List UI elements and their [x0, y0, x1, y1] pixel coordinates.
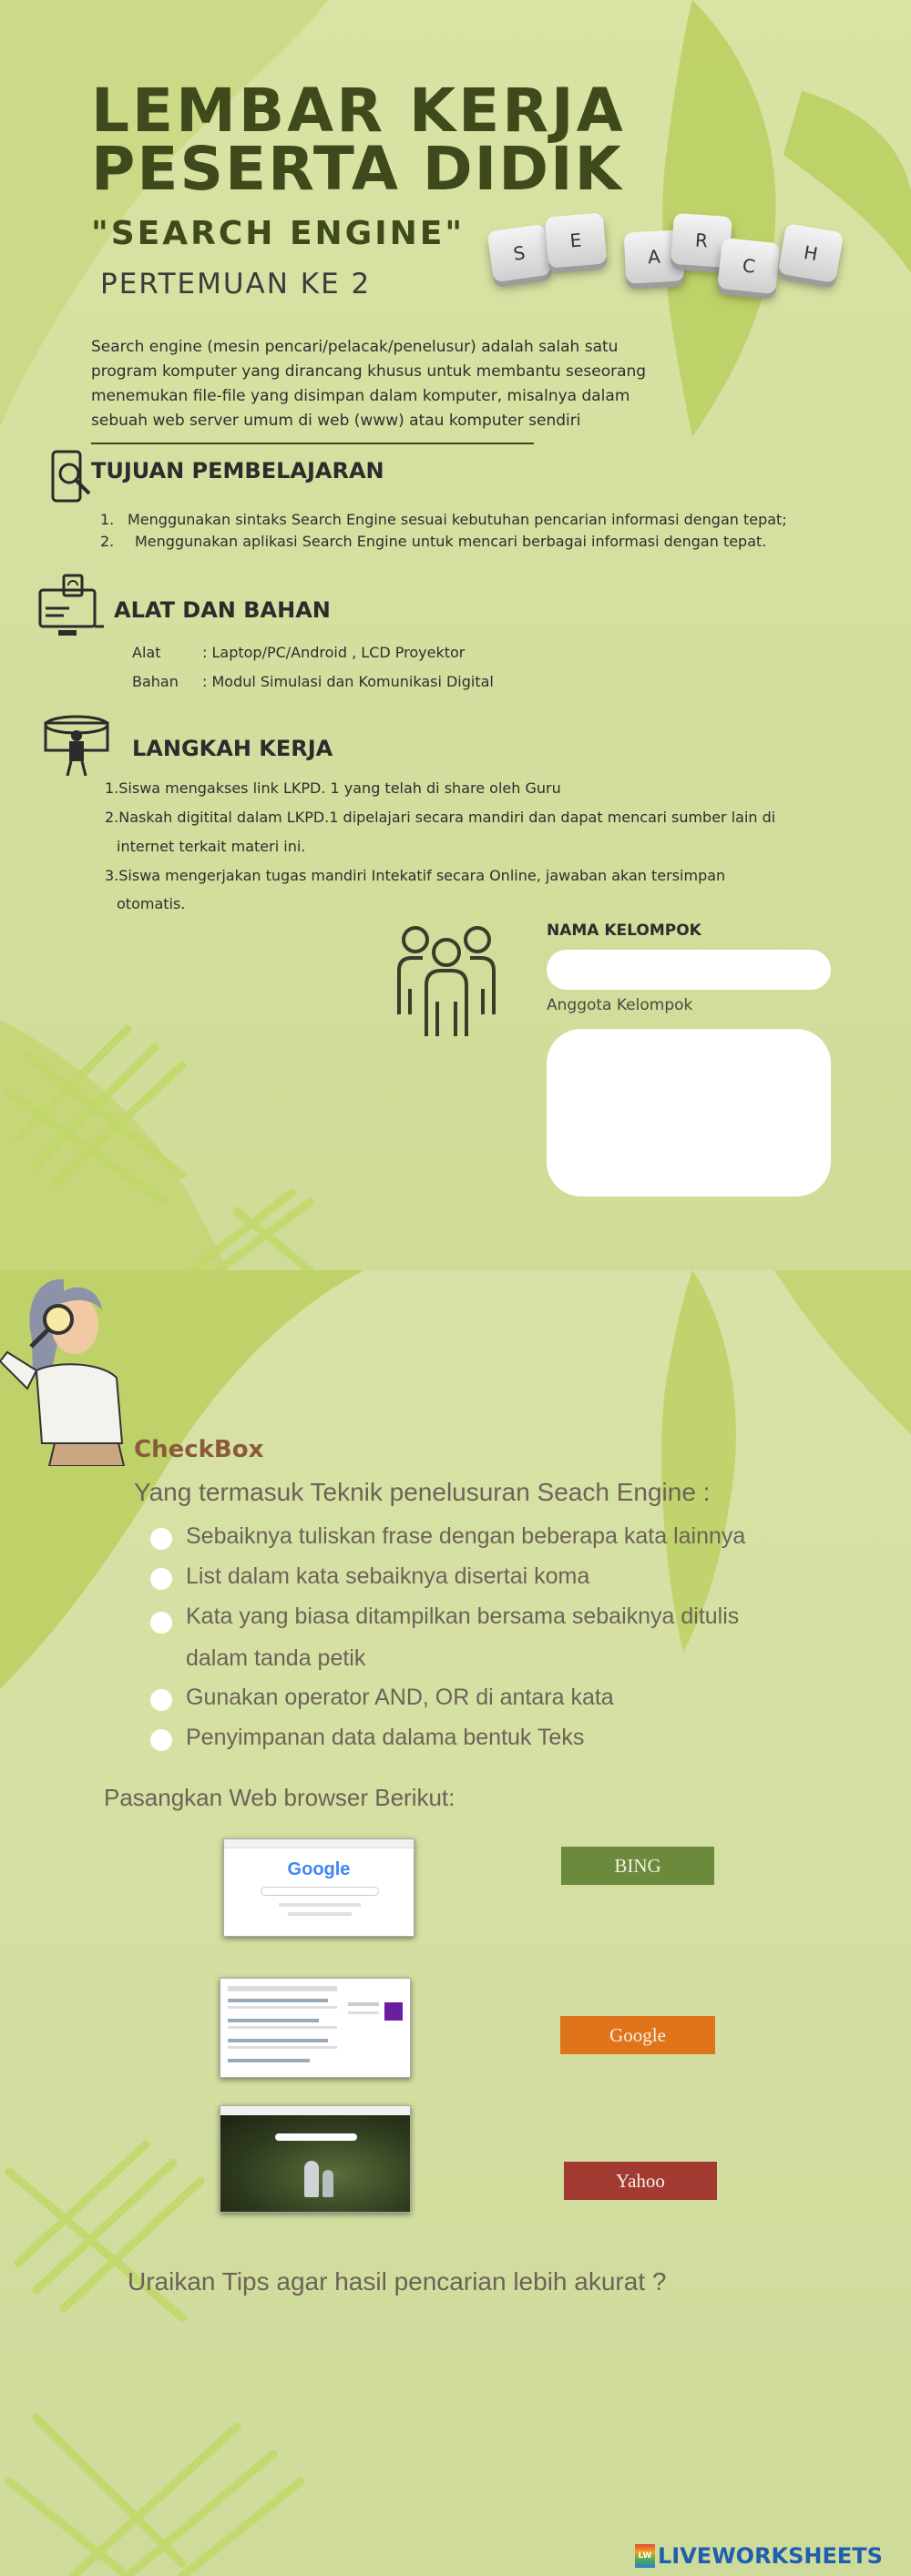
checkbox-heading: CheckBox: [134, 1436, 264, 1463]
essay-prompt: Uraikan Tips agar hasil pencarian lebih akurat ?: [128, 2267, 667, 2296]
alat-label: Alat: [132, 644, 161, 661]
langkah-heading: LANGKAH KERJA: [132, 736, 333, 761]
key-r: R: [670, 213, 732, 268]
checkbox-option-3[interactable]: [150, 1612, 172, 1634]
checkbox-option-3-label-cont: dalam tanda petik: [186, 1645, 366, 1671]
matching-heading: Pasangkan Web browser Berikut:: [104, 1784, 456, 1811]
tujuan-item-2: Menggunakan aplikasi Search Engine untuk mencari berbagai informasi dengan tepat.: [135, 533, 767, 550]
key-h: H: [778, 223, 844, 283]
group-members-label: Anggota Kelompok: [547, 996, 693, 1014]
key-c: C: [717, 238, 781, 294]
intro-paragraph: [91, 335, 656, 433]
answer-button-google[interactable]: [560, 2016, 715, 2054]
google-logo: Google: [287, 1859, 351, 1879]
answer-button-bing-label: BING: [614, 1854, 661, 1877]
answer-button-yahoo[interactable]: [564, 2162, 717, 2200]
page-title-line2: PESERTA DIDIK: [91, 134, 623, 204]
phone-search-icon: [49, 450, 93, 506]
google-homepage-thumbnail[interactable]: [223, 1838, 415, 1937]
computer-icon: [36, 572, 109, 645]
key-s: S: [486, 224, 551, 282]
tujuan-heading: TUJUAN PEMBELAJARAN: [91, 458, 384, 484]
answer-button-yahoo-label: Yahoo: [616, 2169, 665, 2192]
intro-line: Search engine (mesin pencari/pelacak/penelusur) adalah salah satu: [91, 338, 619, 356]
alat-value: : Laptop/PC/Android , LCD Proyektor: [202, 644, 466, 661]
checkbox-option-5-label: Penyimpanan data dalama bentuk Teks: [186, 1725, 585, 1750]
group-members-textarea[interactable]: [547, 1029, 831, 1196]
worksheet-page-1: [0, 0, 911, 1270]
tujuan-num-2: 2.: [100, 533, 115, 550]
intro-line: sebuah web server umum di web (www) atau komputer sendiri: [91, 412, 581, 430]
checkbox-option-2[interactable]: [150, 1568, 172, 1590]
intro-line: program komputer yang dirancang khusus untuk membantu seseorang: [91, 362, 647, 381]
meeting-label: PERTEMUAN KE 2: [100, 268, 372, 300]
answer-button-google-label: Google: [609, 2023, 666, 2046]
tujuan-item-1: Menggunakan sintaks Search Engine sesuai kebutuhan pencarian informasi dengan tepat;: [128, 511, 787, 528]
langkah-line-2: 2.Naskah digitital dalam LKPD.1 dipelajari secara mandiri dan dapat mencari sumber lain di: [105, 809, 776, 826]
liveworksheets-logo-icon: LW: [635, 2544, 655, 2568]
checkbox-option-1[interactable]: [150, 1528, 172, 1550]
liveworksheets-brand[interactable]: [635, 2543, 883, 2569]
langkah-line-5: otomatis.: [117, 895, 186, 912]
checkbox-option-3-label: Kata yang biasa ditampilkan bersama sebaiknya ditulis: [186, 1604, 740, 1629]
background-leaves-2: [0, 1270, 911, 2576]
yahoo-results-thumbnail[interactable]: [220, 1978, 411, 2078]
key-a: A: [624, 229, 685, 283]
page-subtitle: "SEARCH ENGINE": [91, 215, 466, 252]
answer-button-bing[interactable]: [561, 1847, 714, 1885]
intro-line: menemukan file-file yang disimpan dalam komputer, misalnya dalam: [91, 387, 630, 405]
bing-homepage-thumbnail[interactable]: [220, 2105, 411, 2213]
page-title-line1: LEMBAR KERJA: [91, 76, 626, 146]
group-people-icon: [392, 920, 501, 1040]
bahan-label: Bahan: [132, 673, 179, 690]
langkah-line-4: 3.Siswa mengerjakan tugas mandiri Intekatif secara Online, jawaban akan tersimpan: [105, 867, 726, 884]
bahan-value: : Modul Simulasi dan Komunikasi Digital: [202, 673, 494, 690]
intro-divider: [91, 443, 534, 444]
group-name-label: NAMA KELOMPOK: [547, 921, 701, 940]
langkah-line-3: internet terkait materi ini.: [117, 838, 306, 855]
checkbox-option-4-label: Gunakan operator AND, OR di antara kata: [186, 1685, 614, 1710]
checkbox-option-4[interactable]: [150, 1689, 172, 1711]
tujuan-num-1: 1.: [100, 511, 115, 528]
checkbox-question: Yang termasuk Teknik penelusuran Seach Engine :: [134, 1478, 711, 1506]
langkah-line-1: 1.Siswa mengakses link LKPD. 1 yang telah di share oleh Guru: [105, 779, 561, 797]
presenter-icon: [40, 714, 113, 779]
key-e: E: [545, 212, 608, 268]
liveworksheets-wordmark: LIVEWORKSHEETS: [658, 2543, 883, 2569]
checkbox-option-5[interactable]: [150, 1729, 172, 1751]
worksheet-page-2: [0, 1270, 911, 2576]
checkbox-option-1-label: Sebaiknya tuliskan frase dengan beberapa kata lainnya: [186, 1523, 746, 1549]
woman-magnifier-illustration: [0, 1270, 137, 1466]
alat-heading: ALAT DAN BAHAN: [114, 597, 331, 623]
checkbox-option-2-label: List dalam kata sebaiknya disertai koma: [186, 1563, 590, 1589]
group-name-input[interactable]: [547, 950, 831, 990]
